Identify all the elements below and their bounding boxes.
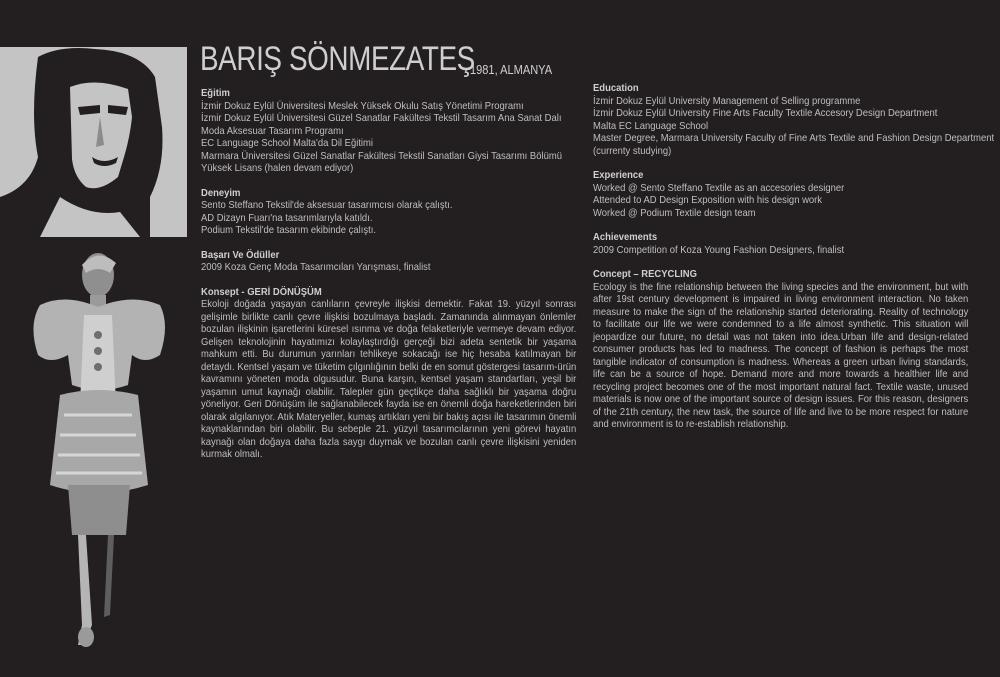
tr-concept-section — [201, 286, 576, 461]
tr-education-line: İzmir Dokuz Eylül Üniversitesi Meslek Yüksek Okulu Satış Yönetimi Programı — [201, 99, 524, 112]
portrait-image — [0, 47, 187, 237]
tr-education-section — [201, 87, 576, 175]
en-achievements-section — [593, 231, 968, 256]
tr-education-line: İzmir Dokuz Eylül Üniversitesi Güzel Sanatlar Fakültesi Tekstil Tasarım Ana Sanat Dalı — [201, 112, 562, 124]
en-concept-text: Ecology is the fine relationship between the living species and the environment, but with after 19st century development is impaired in living environment interaction. No taken measure to make the sign of the relationship started deteriorating. Reality of technology to facilitate our life we were condemned to a life almost synthetic. This situation will jeopardize our future, no detail was not taken into idea.Urban life and design-related consumer products has led to madness. The concept of fashion is perhaps the most tangible indicator of consumption is madness. Whereas a green urban living standards, life can be a source of hope. Demand more and more towards a healthier life and recycling project becomes one of the most important natural fact. Textile waste, unused materials is now one of the important source of design issues. For this reason, designers of the 21th century, the new task, the source of life and live to be more respect for nature and environment is to re-establish relationship. — [593, 280, 969, 430]
en-education-line: (currenty studying) — [593, 144, 672, 157]
en-education-line: Malta EC Language School — [593, 119, 709, 132]
designer-name: BARIŞ SÖNMEZATEŞ — [200, 40, 475, 78]
tr-awards-heading: Başarı Ve Ödüller — [201, 248, 280, 261]
en-experience-section — [593, 169, 968, 219]
tr-experience-line: AD Dizayn Fuarı'na tasarımlarıyla katıldı. — [201, 211, 373, 224]
en-experience-heading: Experience — [593, 169, 644, 181]
tr-concept-heading: Konsept - GERİ DÖNÜŞÜM — [201, 285, 322, 298]
tr-education-line: Marmara Üniversitesi Güzel Sanatlar Fakültesi Tekstil Sanatları Giysi Tasarımı Bölümü — [201, 149, 562, 162]
en-education-heading: Education — [593, 82, 639, 94]
birth-info: 1981, ALMANYA — [470, 62, 553, 77]
tr-education-heading: Eğitim — [201, 87, 230, 99]
en-achievements-heading: Achievements — [593, 231, 658, 243]
en-experience-line: Attended to AD Design Exposition with his design work — [593, 194, 823, 206]
tr-experience-line: Sento Steffano Tekstil'de aksesuar tasarımcısı olarak çalıştı. — [201, 199, 453, 211]
en-education-section — [593, 82, 995, 157]
tr-awards-section — [201, 249, 576, 274]
english-column — [593, 82, 995, 443]
tr-education-line: Moda Aksesuar Tasarım Programı — [201, 124, 344, 137]
en-achievements-line: 2009 Competition of Koza Young Fashion Designers, finalist — [593, 243, 845, 256]
tr-experience-line: Podium Tekstil'de tasarım ekibinde çalıştı. — [201, 224, 376, 236]
tr-education-line: Yüksek Lisans (halen devam ediyor) — [201, 162, 354, 174]
en-experience-line: Worked @ Podium Textile design team — [593, 206, 756, 219]
header — [200, 40, 553, 79]
tr-concept-text: Ekoloji doğada yaşayan canlıların çevreyle ilişkisi demektir. Fakat 19. yüzyıl sonrası gelişimle birlikte canlı çevre ilişkisi bozulmaya başladı. Zamanında alınmayan önlemler bozulan ilişkinin işaretlerini küresel ısınma ve doğa felaketleriyle vermeye devam ediyor. Gelişen teknolojinin hayatımızı kolaylaştırdığı gerçeği bizi adeta sentetik bir yaşama mahkum etti. Bu durumun yarınları tehlikeye sokacağı ise hiç hesaba katılmayan bir detaydı. Kentsel yaşam ve tüketim çılgınlığının belki de en somut göstergesi tasarım-ürün kavramını yöneten moda olgusudur. Buna karşın, kentsel yaşam standartları, yeşil bir yaşamın umut kaynağı olabilir. Talepler gün geçtikçe daha sağlıklı bir yaşama doğru yöneliyor. Geri Dönüşüm ile sağlanabilecek fayda ise en önemli doğa hareketlerinden biri olarak algılanıyor. Atık Materyeller, kumaş artıkları yeni bir bakış açısı ile tasarımın önemli kaynaklarından biri olabilir. Bu sebeple 21. yüzyıl tasarımcılarının yeni görevi hayatın kaynağı olan doğaya daha fazla saygı duymak ve bozulan canlı çevre ilişkisini yeniden kurmak olmalı. — [201, 298, 577, 460]
tr-experience-section — [201, 187, 576, 237]
portrait-photo — [0, 47, 187, 237]
tr-education-line: EC Language School Malta'da Dil Eğitimi — [201, 137, 373, 149]
fashion-figure-image — [20, 245, 190, 650]
turkish-column — [201, 87, 576, 473]
en-concept-section — [593, 268, 968, 431]
en-education-line: Master Degree, Marmara University Faculty of Fine Arts Textile and Fashion Design Department — [593, 132, 995, 144]
en-education-line: İzmir Dokuz Eylül University Management of Selling programme — [593, 94, 861, 107]
tr-experience-heading: Deneyim — [201, 186, 241, 199]
en-experience-line: Worked @ Sento Steffano Textile as an accesories designer — [593, 181, 845, 194]
en-education-line: İzmir Dokuz Eylül University Fine Arts Faculty Textile Accesory Design Department — [593, 107, 938, 119]
tr-awards-line: 2009 Koza Genç Moda Tasarımcıları Yarışması, finalist — [201, 261, 431, 273]
en-concept-heading: Concept – RECYCLING — [593, 268, 697, 280]
